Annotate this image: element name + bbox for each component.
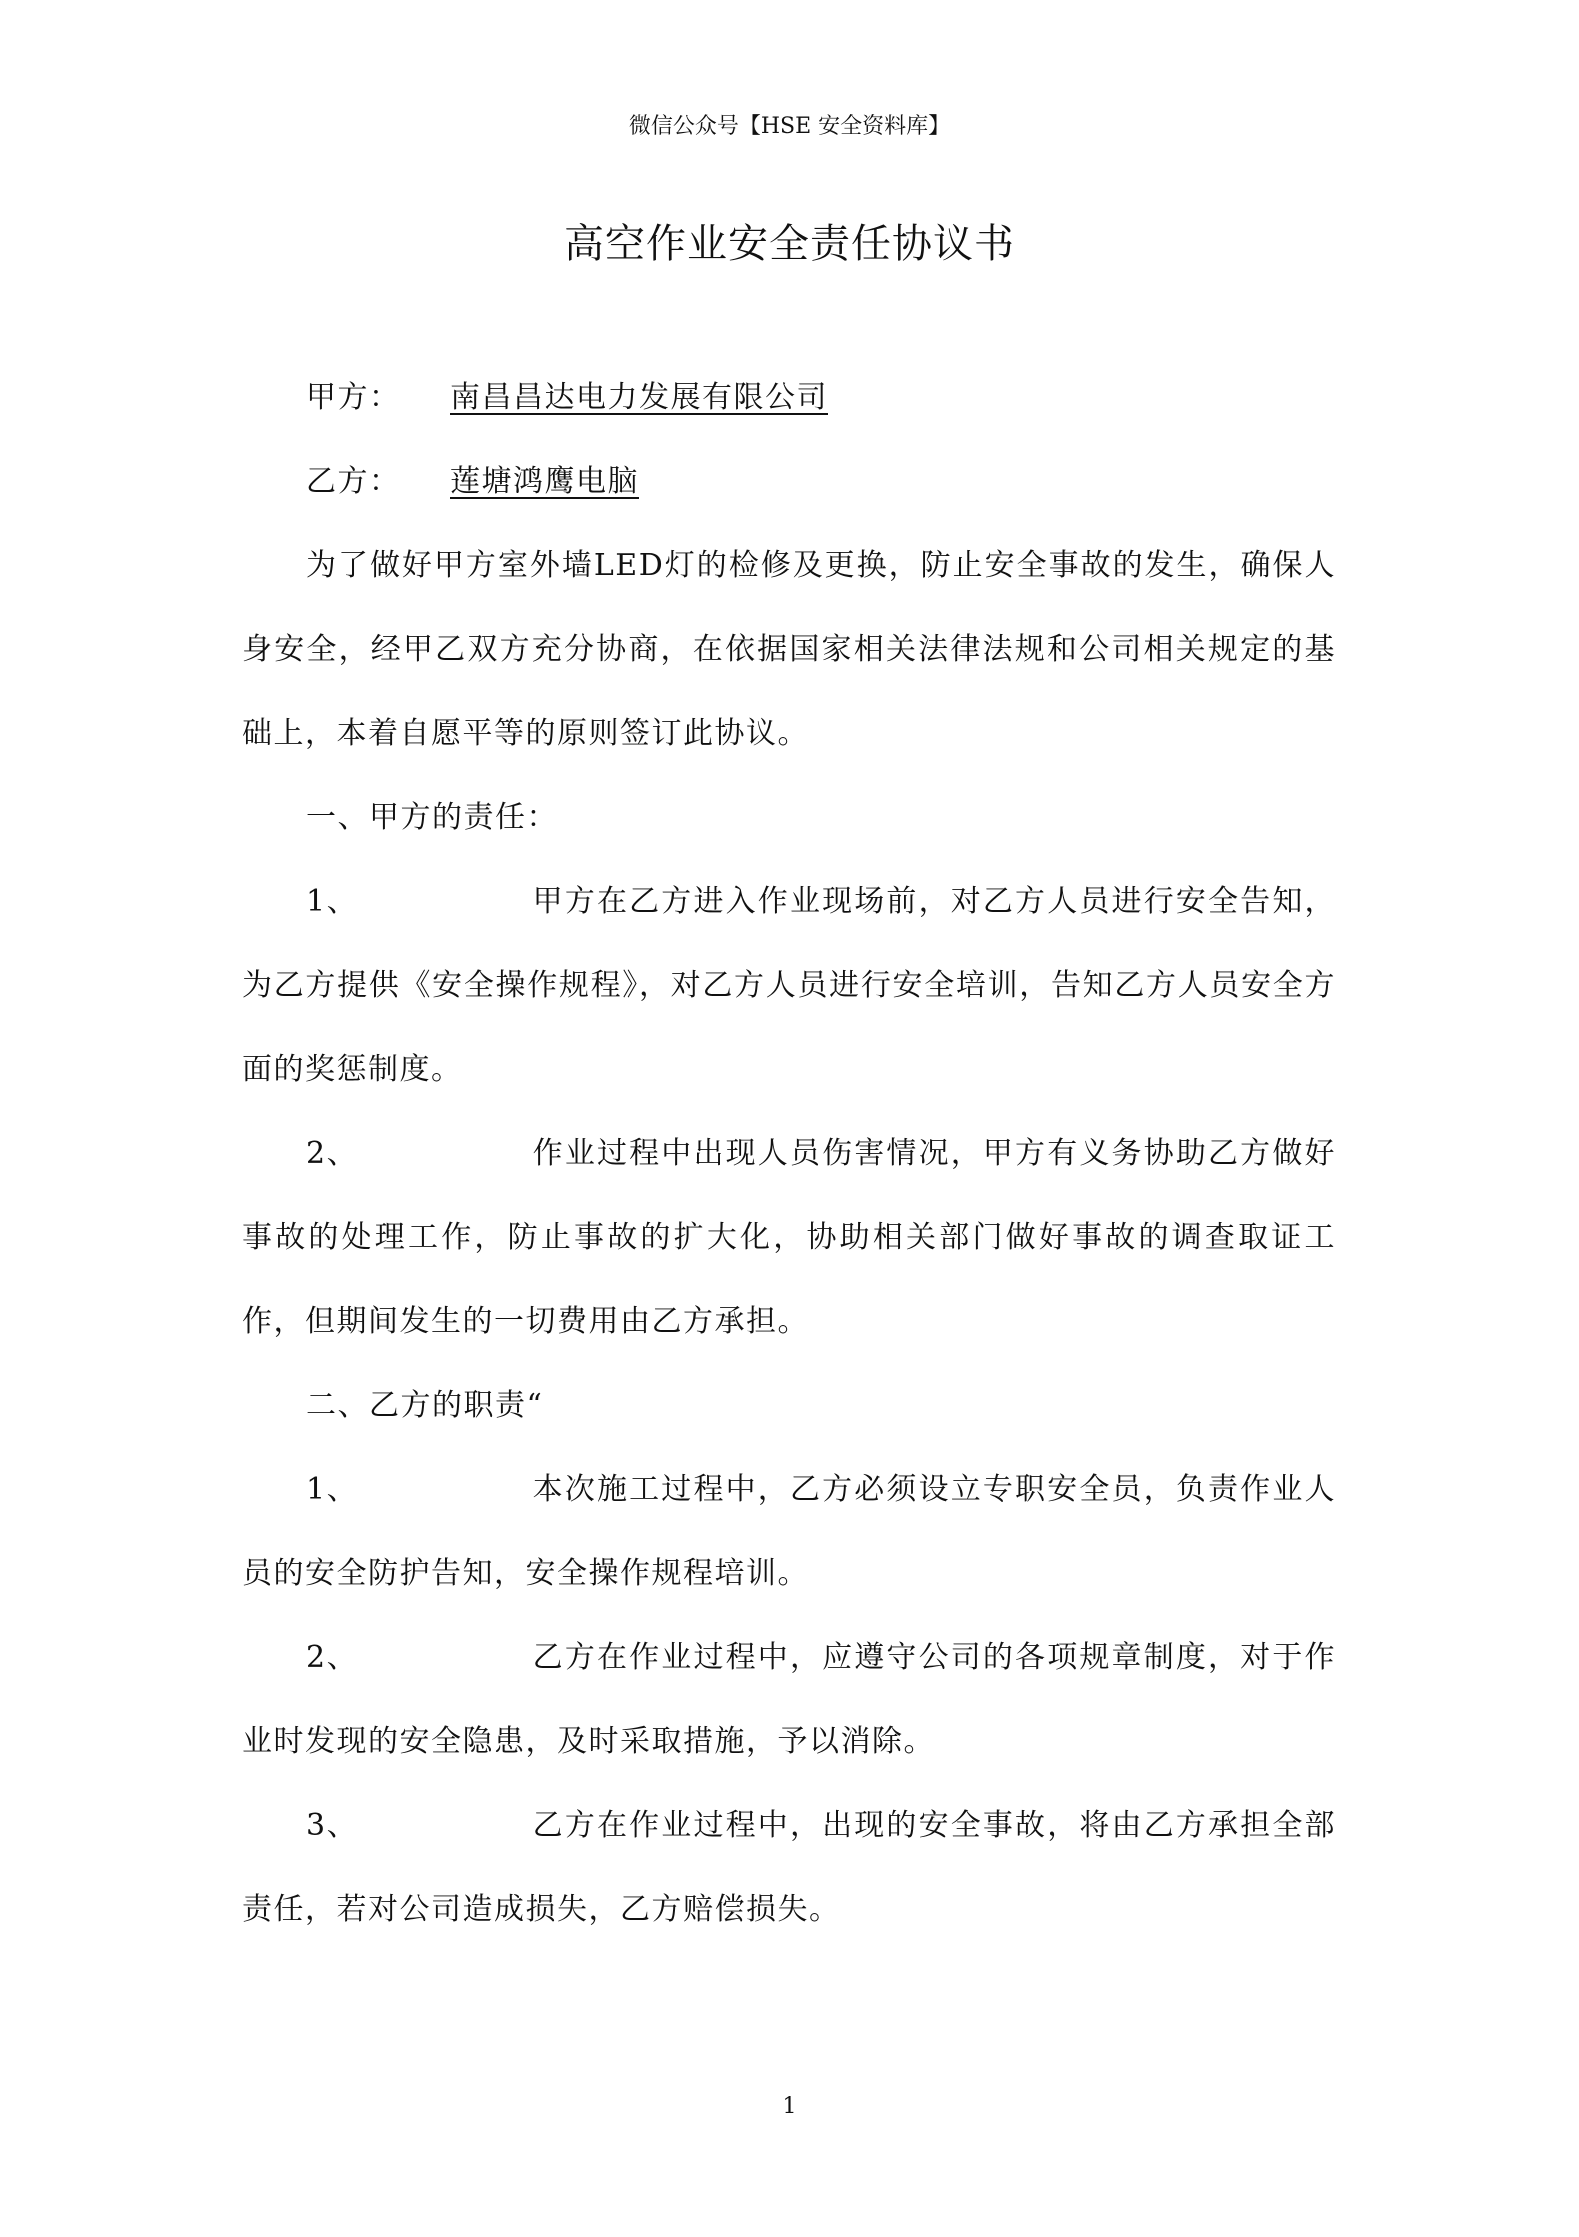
party-b-value: 莲塘鸿鹰电脑 [450, 464, 639, 499]
document-body [242, 356, 1336, 1952]
party-a-label: 甲方： [306, 380, 401, 415]
section-2-item-2-text: 乙方在作业过程中，应遵守公司的各项规章制度，对于作业时发现的安全隐患，及时采取措施，予以消除。 [242, 1640, 1336, 1759]
section-1-heading: 一、甲方的责任： [306, 800, 558, 835]
page-header: 微信公众号【HSE 安全资料库】 [628, 114, 951, 139]
section-2-item-3 [242, 1784, 1336, 1952]
section-2-item-2-number: 2、 [306, 1640, 359, 1675]
section-2-item-1-text: 本次施工过程中，乙方必须设立专职安全员，负责作业人员的安全防护告知，安全操作规程培训。 [242, 1472, 1336, 1591]
section-1-item-1-text: 甲方在乙方进入作业现场前，对乙方人员进行安全告知，为乙方提供《安全操作规程》，对乙方人员进行安全培训，告知乙方人员安全方面的奖惩制度。 [242, 884, 1336, 1087]
party-b-row [242, 440, 1336, 524]
section-1-item-1-number: 1、 [306, 884, 359, 919]
section-2-heading: 二、乙方的职责“ [306, 1388, 544, 1423]
party-b-label: 乙方： [306, 464, 401, 499]
section-1-item-1 [242, 860, 1336, 1112]
section-2-item-1-number: 1、 [306, 1472, 359, 1507]
document-title: 高空作业安全责任协议书 [564, 221, 1015, 267]
section-2-item-3-text: 乙方在作业过程中，出现的安全事故，将由乙方承担全部责任，若对公司造成损失，乙方赔偿损失。 [242, 1808, 1336, 1927]
intro-paragraph: 为了做好甲方室外墙LED灯的检修及更换，防止安全事故的发生，确保人身安全，经甲乙双方充分协商，在依据国家相关法律法规和公司相关规定的基础上，本着自愿平等的原则签订此协议。 [242, 548, 1336, 751]
party-a-row [242, 356, 1336, 440]
section-1-item-2 [242, 1112, 1336, 1364]
party-a-value: 南昌昌达电力发展有限公司 [450, 380, 828, 415]
section-1-item-2-text: 作业过程中出现人员伤害情况，甲方有义务协助乙方做好事故的处理工作，防止事故的扩大化，协助相关部门做好事故的调查取证工作，但期间发生的一切费用由乙方承担。 [242, 1136, 1336, 1339]
section-2-item-2 [242, 1616, 1336, 1784]
section-2-item-1 [242, 1448, 1336, 1616]
section-1-item-2-number: 2、 [306, 1136, 359, 1171]
page-number: 1 [782, 2094, 797, 2119]
section-2-item-3-number: 3、 [306, 1808, 359, 1843]
